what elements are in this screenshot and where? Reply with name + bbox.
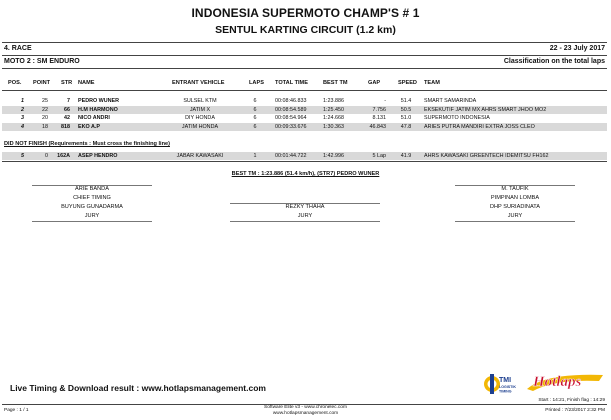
cell-str: 66 bbox=[64, 106, 70, 113]
divider bbox=[2, 90, 607, 91]
cell-best: 1:30.363 bbox=[323, 123, 344, 130]
cell-point: 20 bbox=[42, 115, 48, 121]
signatory-name: REZKY THAHA bbox=[285, 204, 325, 210]
cell-total: 00:08:54.589 bbox=[275, 106, 307, 113]
cell-str: 162A bbox=[57, 153, 70, 159]
tmi-logo bbox=[483, 371, 525, 397]
cell-best: 1:24.668 bbox=[323, 115, 344, 121]
cell-gap: 7.756 bbox=[372, 106, 386, 113]
cell-vehicle: JABAR KAWASAKI bbox=[176, 153, 224, 159]
col-str: STR bbox=[61, 80, 73, 86]
cell-pos: 4 bbox=[21, 123, 24, 130]
col-pos: POS. bbox=[8, 80, 22, 86]
col-total: TOTAL TIME bbox=[275, 80, 308, 86]
cell-laps: 6 bbox=[253, 106, 257, 113]
cell-vehicle: DIY HONDA bbox=[185, 115, 215, 121]
event-date: 22 - 23 July 2017 bbox=[549, 45, 605, 52]
page-number: Page : 1 / 1 bbox=[4, 408, 29, 413]
cell-point: 22 bbox=[42, 106, 48, 113]
cell-str: 818 bbox=[61, 123, 70, 130]
svg-text:LOGISTIK: LOGISTIK bbox=[499, 385, 516, 389]
col-gap: GAP bbox=[368, 80, 381, 86]
cell-vehicle: SULSEL KTM bbox=[183, 98, 217, 104]
cell-team: SUPERMOTO INDONESIA bbox=[424, 115, 490, 121]
col-name: NAME bbox=[78, 80, 95, 86]
cell-pos: 1 bbox=[21, 98, 24, 104]
cell-total: 00:08:54.964 bbox=[275, 115, 307, 121]
signature-line bbox=[32, 221, 152, 222]
cell-str: 7 bbox=[67, 98, 70, 104]
software-credit: Software Elite v3 - www.chronelec.com bbox=[264, 405, 347, 410]
cell-name: H.M HARMONO bbox=[78, 106, 118, 113]
cell-pos: 3 bbox=[21, 115, 24, 121]
category-label: MOTO 2 : SM ENDURO bbox=[4, 58, 80, 65]
cell-speed: 47.8 bbox=[400, 123, 412, 130]
cell-name: EKO A.P bbox=[78, 123, 100, 130]
cell-gap: 46.843 bbox=[369, 123, 386, 130]
divider bbox=[2, 55, 607, 56]
cell-total: 00:01:44.722 bbox=[275, 153, 307, 159]
cell-best: 1:25.450 bbox=[323, 106, 344, 113]
live-timing-link[interactable]: Live Timing & Download result : www.hotlapsmanagement.com bbox=[10, 383, 266, 393]
cell-best: 1:23.886 bbox=[323, 98, 344, 104]
cell-point: 25 bbox=[42, 98, 48, 104]
cell-speed: 51.4 bbox=[400, 98, 412, 104]
cell-total: 00:08:46.833 bbox=[275, 98, 307, 104]
cell-point: 0 bbox=[45, 153, 48, 159]
signature-line bbox=[230, 221, 380, 222]
classification-note: Classification on the total laps bbox=[503, 58, 605, 65]
cell-team: SMART SAMARINDA bbox=[424, 98, 477, 104]
cell-point: 18 bbox=[42, 123, 48, 130]
cell-team: AHRS KAWASAKI GREENTECH IDEMITSU FH162 bbox=[424, 153, 549, 159]
cell-str: 42 bbox=[64, 115, 70, 121]
signatory-name: ARIE BANDA bbox=[75, 186, 109, 192]
col-team: TEAM bbox=[424, 80, 440, 86]
col-best: BEST TM bbox=[323, 80, 348, 86]
divider bbox=[2, 161, 607, 162]
cell-team: EKSEKUTIF JATIM MX AHRS SMART JHOO MO2 bbox=[424, 106, 547, 113]
cell-name: ASEP HENDRO bbox=[78, 153, 118, 159]
col-speed: SPEED bbox=[398, 80, 417, 86]
svg-text:TIMING: TIMING bbox=[499, 389, 512, 394]
cell-team: ARIES PUTRA MANDIRI EXTRA JOSS CLEO bbox=[424, 123, 535, 130]
signatory-role: JURY bbox=[297, 213, 313, 219]
printed-timestamp: Printed : 7/23/2017 2:32 PM bbox=[545, 408, 605, 413]
signatory-role: JURY bbox=[507, 213, 523, 219]
col-vehicle: ENTRANT VEHICLE bbox=[172, 80, 225, 86]
software-site: www.hotlapsmanagement.com bbox=[272, 411, 339, 416]
race-label: 4. RACE bbox=[4, 45, 32, 52]
cell-laps: 6 bbox=[253, 123, 257, 130]
cell-gap: - bbox=[384, 98, 386, 104]
col-laps: LAPS bbox=[249, 80, 264, 86]
svg-text:TMI: TMI bbox=[499, 377, 512, 384]
cell-pos: 5 bbox=[21, 153, 24, 159]
col-point: POINT bbox=[33, 80, 51, 86]
cell-speed: 41.9 bbox=[400, 153, 412, 159]
document-subtitle: SENTUL KARTING CIRCUIT (1.2 km) bbox=[215, 24, 396, 36]
cell-speed: 51.0 bbox=[400, 115, 412, 121]
cell-vehicle: JATIM X bbox=[189, 106, 211, 113]
cell-vehicle: JATIM HONDA bbox=[181, 123, 219, 130]
cell-speed: 50.5 bbox=[400, 106, 412, 113]
dnf-title: DID NOT FINISH (Requirements : Must cross the finishing line) bbox=[4, 141, 170, 147]
cell-gap: 5 Lap bbox=[372, 153, 386, 159]
cell-best: 1:42.996 bbox=[323, 153, 344, 159]
cell-gap: 8.131 bbox=[372, 115, 386, 121]
svg-text:Hotlaps: Hotlaps bbox=[533, 374, 582, 390]
cell-laps: 6 bbox=[253, 115, 257, 121]
cell-total: 00:09:33.676 bbox=[275, 123, 307, 130]
signatory-name: DHP SURIADINATA bbox=[489, 204, 541, 210]
signatory-role: PIMPINAN LOMBA bbox=[490, 195, 540, 201]
document-title: INDONESIA SUPERMOTO CHAMP'S # 1 bbox=[191, 6, 420, 20]
cell-laps: 6 bbox=[253, 98, 257, 104]
hotlaps-logo bbox=[525, 369, 605, 393]
signatory-name: BUYUNG GUNADARMA bbox=[61, 204, 123, 210]
divider bbox=[2, 42, 607, 43]
start-finish-times: Start : 14:21, Finish flag : 14:29 bbox=[538, 398, 605, 403]
cell-laps: 1 bbox=[253, 153, 257, 159]
best-lap-summary: BEST TM : 1:23.886 (51.4 km/h), (STR7) PEDRO WUNER bbox=[231, 171, 380, 177]
signatory-role: JURY bbox=[84, 213, 100, 219]
signature-line bbox=[455, 221, 575, 222]
signatory-role: CHIEF TIMING bbox=[73, 195, 111, 201]
cell-name: PEDRO WUNER bbox=[78, 98, 120, 104]
cell-pos: 2 bbox=[21, 106, 24, 113]
signatory-name: M. TAUFIK bbox=[501, 186, 529, 192]
cell-name: NICO ANDRI bbox=[78, 115, 110, 121]
divider bbox=[2, 68, 607, 69]
